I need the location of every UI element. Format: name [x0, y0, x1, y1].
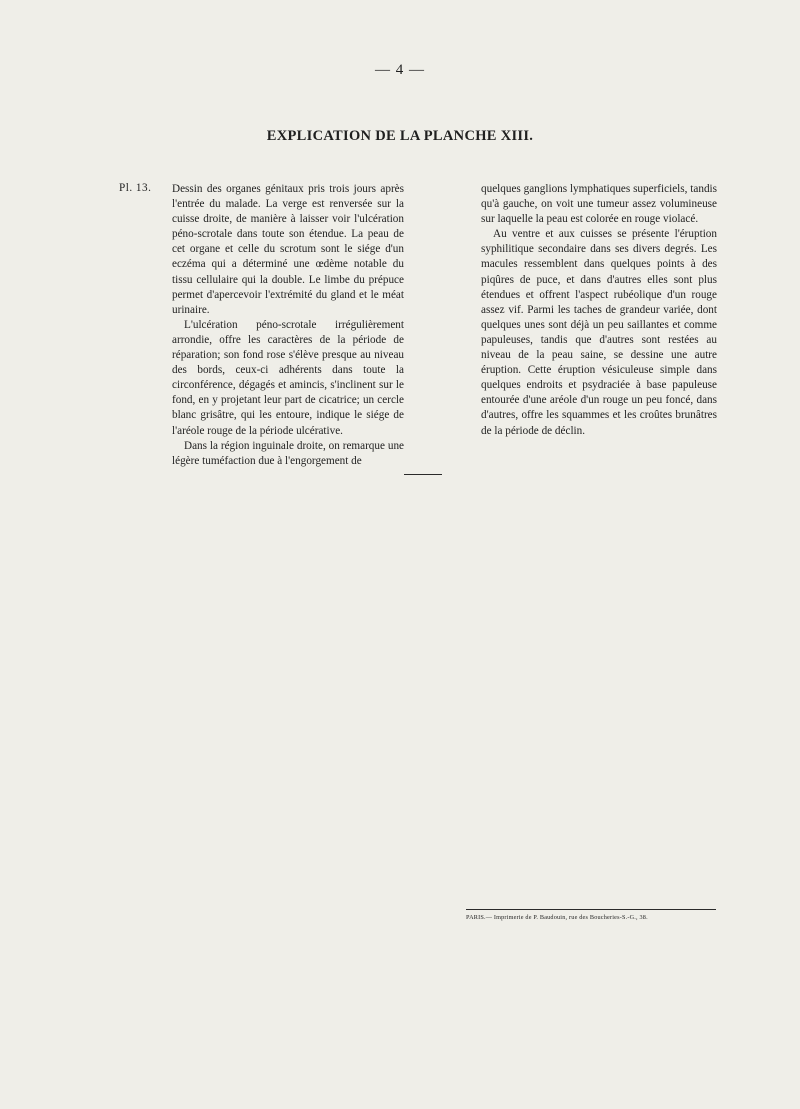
paragraph: Dans la région inguinale droite, on remarque une légère tuméfaction due à l'engorgement de — [172, 439, 404, 467]
paragraph: Au ventre et aux cuisses se présente l'éruption syphilitique secondaire dans ses divers degrés. Les macules ressemblent dans quelques points à des piqûres de puce, et dans d'autres elles sont plus étendues et offrent l'aspect rubéolique d'un rouge assez vif. Parmi les taches de grandeur variée, dont quelques unes sont déjà un peu saillantes et comme papuleuses, tandis que d'autres sont restées au niveau de la peau saine, se dessine une autre éruption. Cette éruption vésiculeuse simple dans quelques endroits et psydraciée à base papuleuse entourée d'une aréole d'un rouge un peu foncé, dans d'autres, offre les squammes et les croûtes brunâtres de la période de déclin. — [481, 228, 717, 437]
paragraph: Dessin des organes génitaux pris trois jours après l'entrée du malade. La verge est renversée sur la cuisse droite, de manière à laisser voir l'ulcération péno-scrotale dans toute son étendue. La peau de cet organe et celle du scrotum sont le siége d'un eczéma qui a déterminé une œdème notable du tissu cellulaire qui la double. Le limbe du prépuce permet d'apercevoir l'extrémité du gland et le méat urinaire. — [172, 183, 404, 316]
footer-rule — [466, 909, 716, 910]
plate-reference: Pl. 13. — [119, 182, 152, 194]
plate-title: EXPLICATION DE LA PLANCHE XIII. — [266, 128, 534, 144]
paragraph: L'ulcération péno-scrotale irrégulièrement arrondie, offre les caractères de la période de réparation; son fond rose s'élève presque au niveau des bords, ceux-ci adhérents dans toute la circonférence, dégagés et amincis, s'inclinent sur le fond, en y projetant leur part de cicatrice; un cercle blanc grisâtre, qui les entoure, indique le siége de l'aréole rouge de la période ulcérative. — [172, 318, 404, 437]
section-divider — [404, 474, 442, 475]
left-text-column — [172, 182, 404, 469]
paragraph: quelques ganglions lymphatiques superficiels, tandis qu'à gauche, on voit une tumeur assez volumineuse sur laquelle la peau est colorée en rouge violacé. — [481, 183, 717, 226]
page-number: — 4 — — [375, 62, 425, 78]
printer-imprint: PARIS.— Imprimerie de P. Baudouin, rue des Boucheries-S.-G., 38. — [466, 914, 648, 921]
right-text-column — [481, 182, 717, 439]
